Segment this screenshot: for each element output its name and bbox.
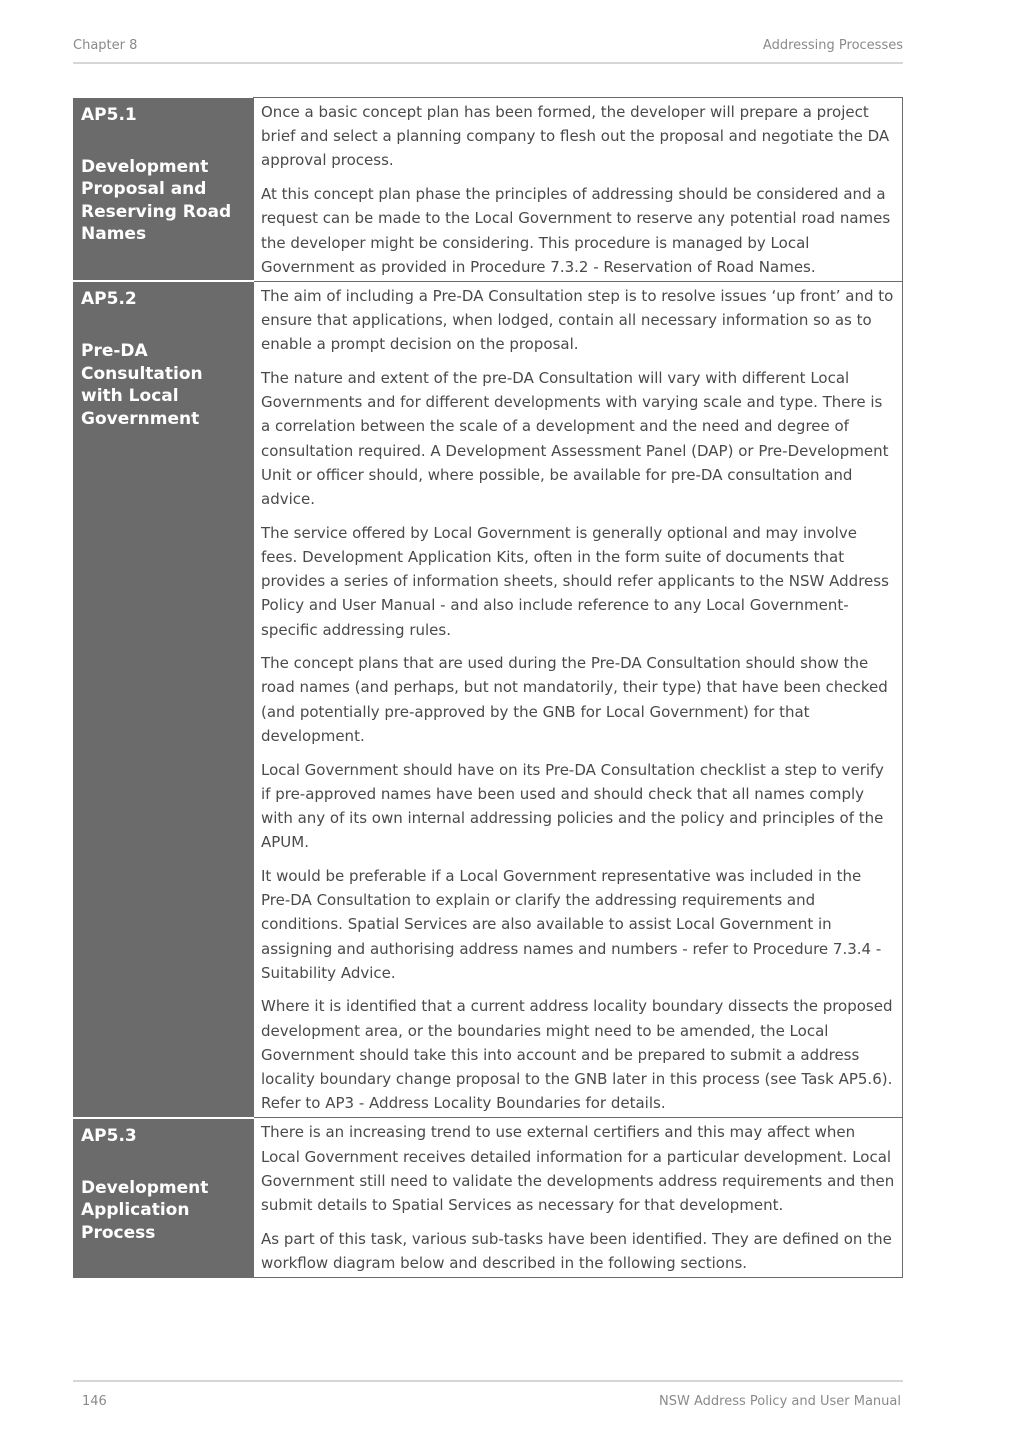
task-label-cell	[73, 281, 254, 1118]
task-content-cell	[254, 281, 903, 1118]
task-content-cell	[254, 98, 903, 282]
task-content-cell	[254, 1118, 903, 1278]
task-id: AP5.3	[81, 1125, 137, 1146]
paragraph: Once a basic concept plan has been formed, the developer will prepare a project brief and select a planning company to flesh out the proposal and negotiate the DA approval process.	[261, 103, 890, 170]
paragraph: As part of this task, various sub-tasks have been identified. They are defined on the workflow diagram below and described in the following sections.	[261, 1229, 892, 1272]
task-title: Pre-DA Consultation with Local Government	[81, 341, 203, 429]
task-row-ap5-1	[73, 98, 903, 282]
paragraph: The concept plans that are used during the Pre-DA Consultation should show the road names (and perhaps, but not mandatorily, their type) that have been checked (and potentially pre-approved by the GNB for Local Government) for that development.	[261, 654, 888, 745]
chapter-label: Chapter 8	[73, 38, 138, 53]
section-label: Addressing Processes	[762, 38, 903, 53]
paragraph: At this concept plan phase the principles of addressing should be considered and a request can be made to the Local Government to reserve any potential road names the developer might be considering. This procedure is managed by Local Government as provided in Procedure 7.3.2 - Reservation of Road Names.	[261, 185, 891, 276]
paragraph: The aim of including a Pre-DA Consultation step is to resolve issues ‘up front’ and to ensure that applications, when lodged, contain all necessary information so as to enable a prompt decision on the proposal.	[261, 286, 894, 354]
task-row-ap5-3	[73, 1118, 903, 1278]
paragraph: Local Government should have on its Pre-DA Consultation checklist a step to verify if pre-approved names have been used and should check that all names comply with any of its own internal addressing policies and the policy and principles of the APUM.	[261, 760, 884, 852]
task-title: Development Application Process	[81, 1177, 209, 1243]
page-header	[73, 36, 903, 64]
paragraph: Where it is identified that a current address locality boundary dissects the proposed development area, or the boundaries might need to be amended, the Local Government should take this into account and be prepared to submit a address locality boundary change proposal to the GNB later in this process (see Task AP5.6). Refer to AP3 - Address Locality Boundaries for details.	[261, 997, 893, 1113]
page-number: 146	[82, 1394, 107, 1409]
paragraph: The service offered by Local Government is generally optional and may involve fees. Development Application Kits, often in the form suite of documents that provides a series of information sheets, should refer applicants to the NSW Address Policy and User Manual - and also include reference to any Local Government-specific addressing rules.	[261, 523, 889, 639]
task-id: AP5.1	[81, 104, 137, 125]
task-id: AP5.2	[81, 289, 137, 310]
task-label-cell	[73, 98, 254, 282]
page-footer	[73, 1380, 903, 1412]
document-title: NSW Address Policy and User Manual	[659, 1394, 901, 1409]
paragraph: The nature and extent of the pre-DA Consultation will vary with different Local Governments and for different developments with varying scale and type. There is a correlation between the scale of a development and the need and degree of consultation required. A Development Assessment Panel (DAP) or Pre-Development Unit or officer should, where possible, be available for pre-DA consultation and advice.	[261, 369, 889, 509]
paragraph: There is an increasing trend to use external certifiers and this may affect when Local Government receives detailed information for a particular development. Local Government still need to validate the developments address requirements and then submit details to Spatial Services as necessary for that development.	[261, 1123, 895, 1215]
task-row-ap5-2	[73, 281, 903, 1118]
task-table	[73, 97, 903, 1278]
task-title: Development Proposal and Reserving Road Names	[81, 156, 232, 244]
task-label-cell	[73, 1118, 254, 1278]
paragraph: It would be preferable if a Local Government representative was included in the Pre-DA Consultation to explain or clarify the addressing requirements and conditions. Spatial Services are also available to assist Local Government in assigning and authorising address names and numbers - refer to Procedure 7.3.4 - Suitability Advice.	[261, 866, 882, 982]
